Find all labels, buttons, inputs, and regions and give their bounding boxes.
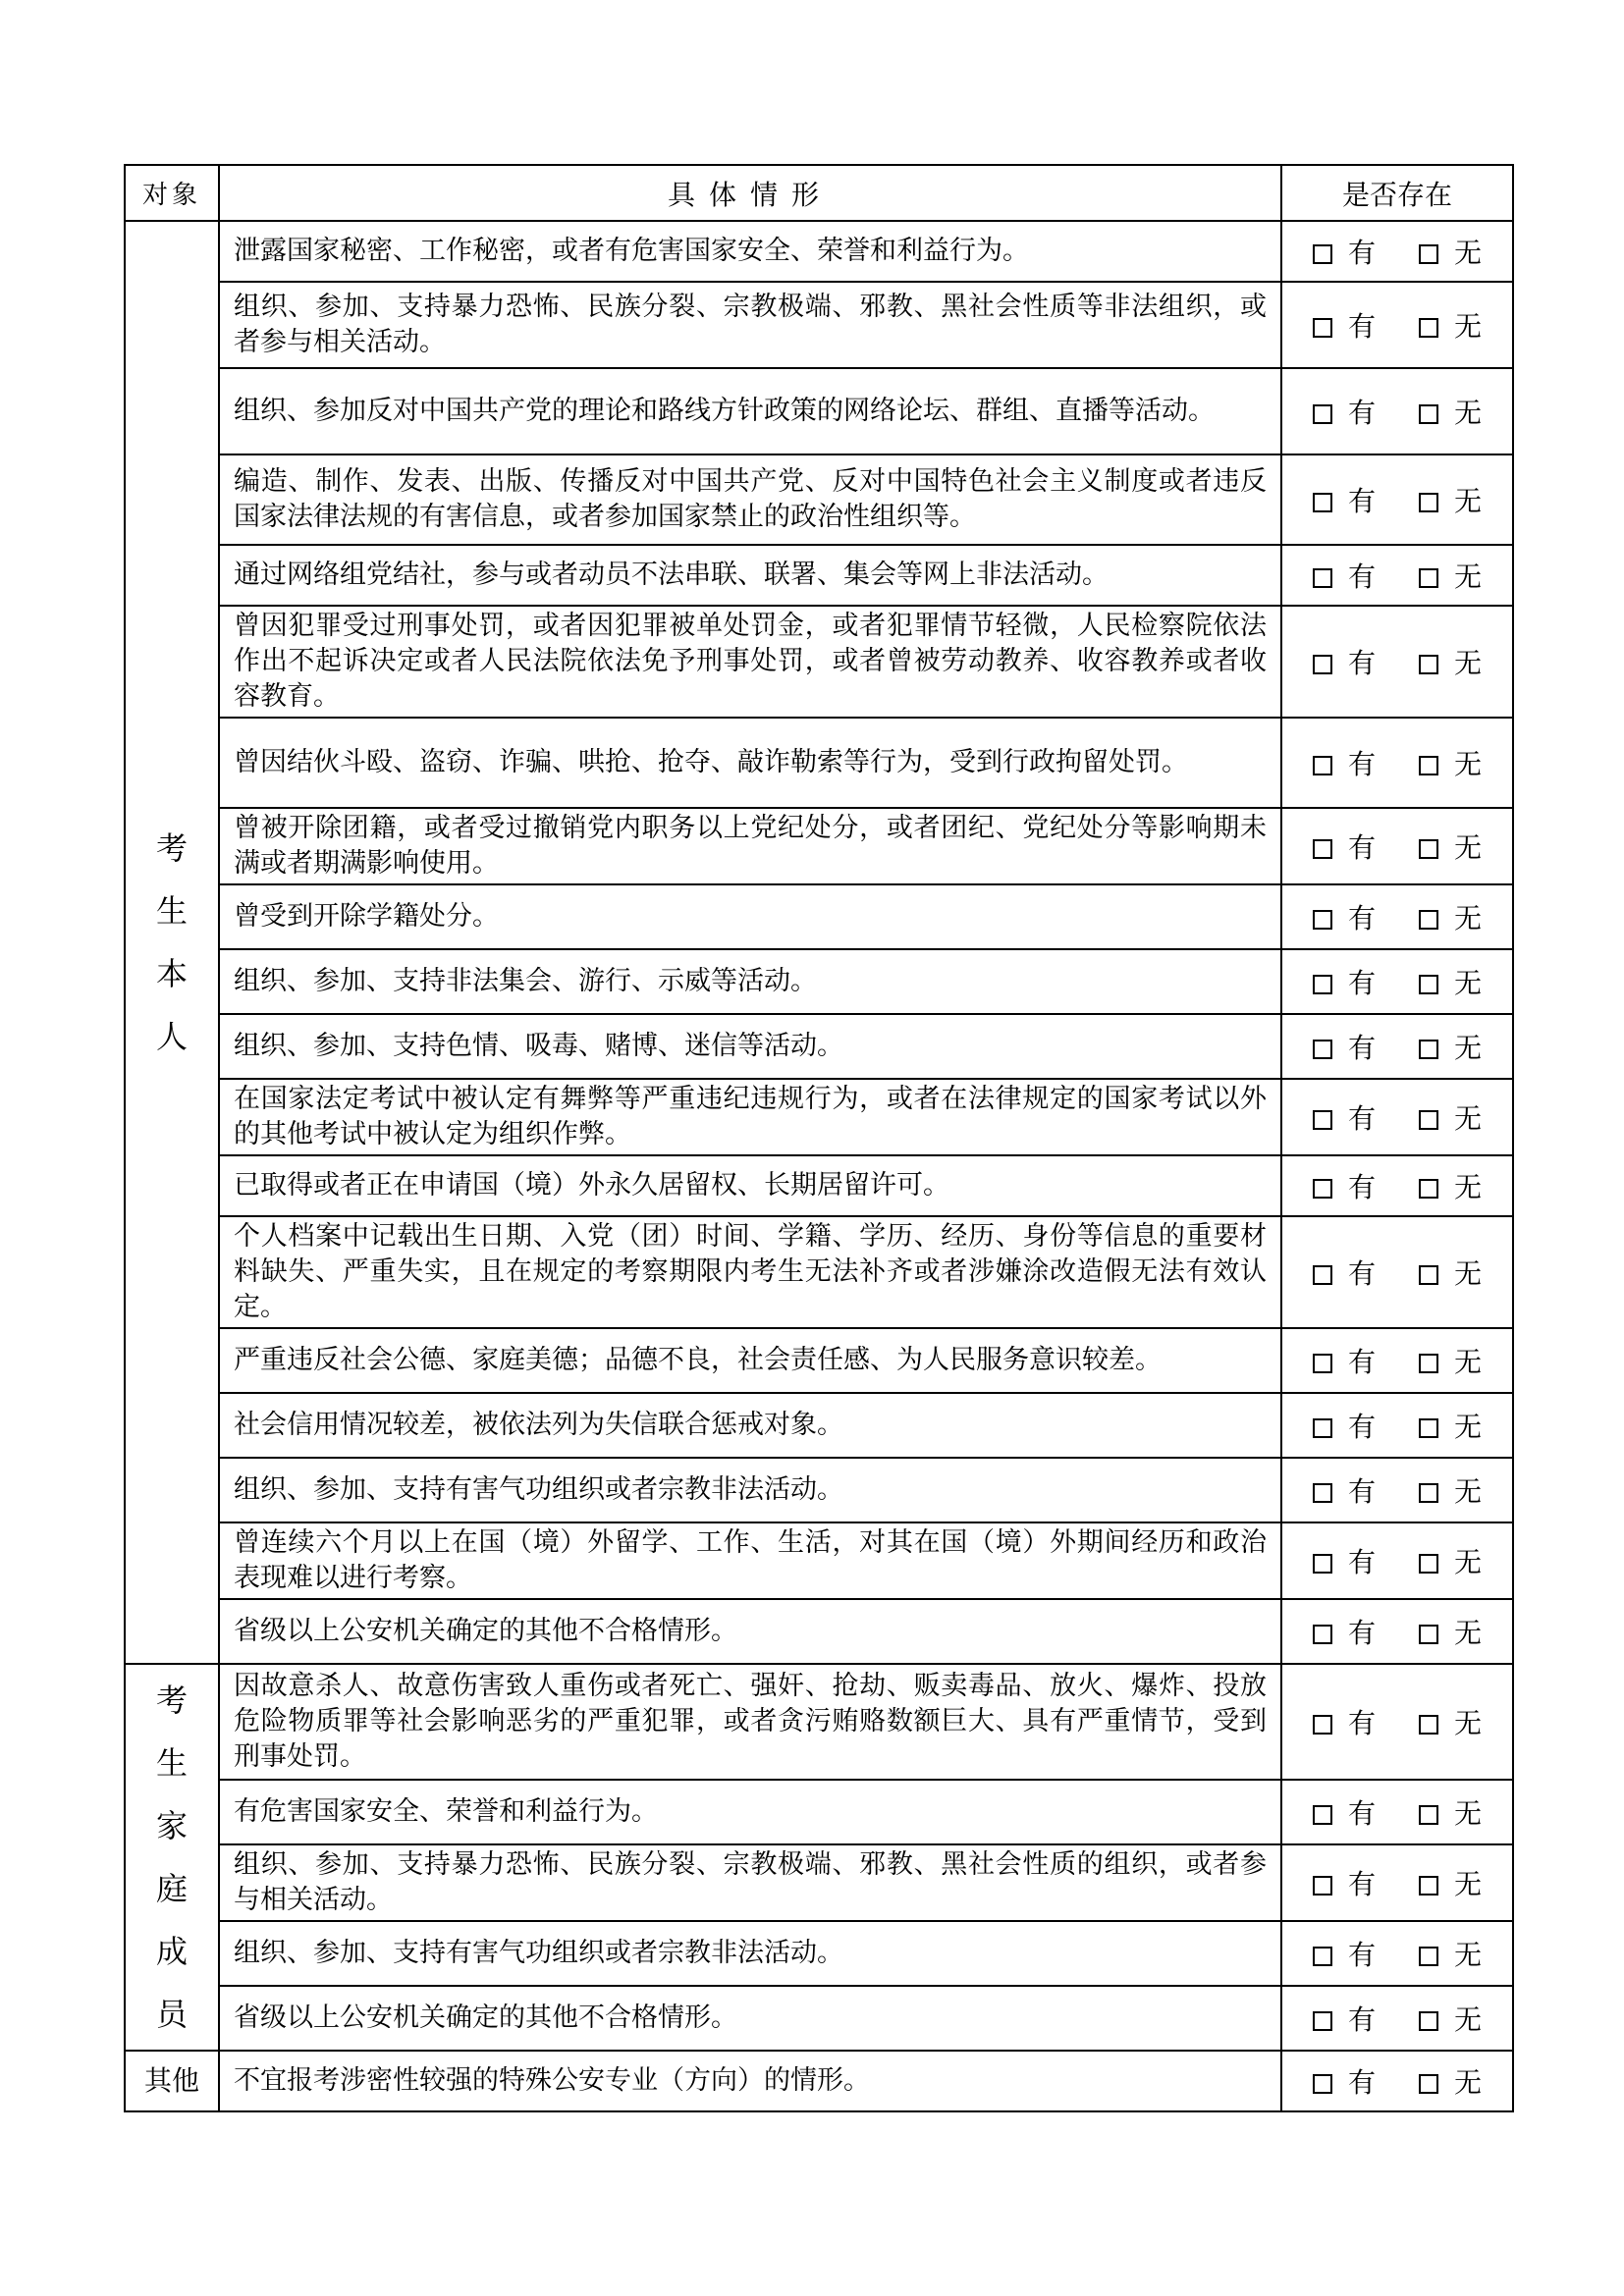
exists-options (1281, 221, 1513, 282)
table-row (125, 1986, 1513, 2051)
table-row (125, 1458, 1513, 1522)
exists-options (1281, 1079, 1513, 1155)
checkbox-no[interactable] (1419, 1554, 1438, 1574)
table-row (125, 949, 1513, 1014)
condition-text: 泄露国家秘密、工作秘密，或者有危害国家安全、荣誉和利益行为。 (219, 221, 1281, 282)
condition-text: 省级以上公安机关确定的其他不合格情形。 (219, 1986, 1281, 2051)
option-label-yes: 有 (1347, 831, 1376, 864)
condition-text: 有危害国家安全、荣誉和利益行为。 (219, 1780, 1281, 1844)
checkbox-no[interactable] (1419, 1715, 1438, 1735)
exists-options (1281, 718, 1513, 808)
option-yes[interactable] (1313, 1792, 1376, 1832)
checkbox-yes[interactable] (1313, 910, 1332, 930)
option-yes[interactable] (1313, 305, 1376, 345)
option-yes[interactable] (1313, 1702, 1376, 1741)
option-no[interactable] (1419, 743, 1482, 782)
checkbox-yes[interactable] (1313, 1418, 1332, 1438)
exists-options (1281, 2051, 1513, 2111)
option-yes[interactable] (1313, 1097, 1376, 1137)
option-yes[interactable] (1313, 1934, 1376, 1973)
option-label-yes: 有 (1347, 647, 1376, 679)
checkbox-yes[interactable] (1313, 318, 1332, 338)
checkbox-no[interactable] (1419, 1625, 1438, 1644)
checkbox-yes[interactable] (1313, 1354, 1332, 1373)
condition-text: 组织、参加、支持有害气功组织或者宗教非法活动。 (219, 1921, 1281, 1986)
condition-text: 组织、参加反对中国共产党的理论和路线方针政策的网络论坛、群组、直播等活动。 (219, 368, 1281, 454)
option-yes[interactable] (1313, 897, 1376, 936)
checkbox-yes[interactable] (1313, 655, 1332, 674)
condition-text: 曾受到开除学籍处分。 (219, 884, 1281, 949)
option-no[interactable] (1419, 642, 1482, 681)
option-label-yes: 有 (1347, 1411, 1376, 1443)
checkbox-no[interactable] (1419, 910, 1438, 930)
option-label-no: 无 (1454, 1546, 1483, 1578)
table-row (125, 1079, 1513, 1155)
option-label-no: 无 (1454, 1411, 1483, 1443)
option-label-no: 无 (1454, 1797, 1483, 1830)
checkbox-yes[interactable] (1313, 1715, 1332, 1735)
option-yes[interactable] (1313, 232, 1376, 271)
checkbox-yes[interactable] (1313, 756, 1332, 775)
option-yes[interactable] (1313, 743, 1376, 782)
exists-options (1281, 1599, 1513, 1664)
table-row (125, 1014, 1513, 1079)
checkbox-no[interactable] (1419, 655, 1438, 674)
option-no[interactable] (1419, 1934, 1482, 1973)
option-no[interactable] (1419, 1470, 1482, 1510)
option-yes[interactable] (1313, 1166, 1376, 1205)
option-label-yes: 有 (1347, 2003, 1376, 2036)
option-yes[interactable] (1313, 1612, 1376, 1651)
option-label-yes: 有 (1347, 1171, 1376, 1203)
condition-text: 组织、参加、支持有害气功组织或者宗教非法活动。 (219, 1458, 1281, 1522)
checkbox-yes[interactable] (1313, 1947, 1332, 1966)
condition-text: 在国家法定考试中被认定有舞弊等严重违纪违规行为，或者在法律规定的国家考试以外的其他考试中被认定为组织作弊。 (219, 1079, 1281, 1155)
exists-options (1281, 949, 1513, 1014)
exists-options (1281, 1986, 1513, 2051)
table-row (125, 1216, 1513, 1328)
checkbox-no[interactable] (1419, 975, 1438, 994)
option-yes[interactable] (1313, 827, 1376, 866)
checkbox-no[interactable] (1419, 568, 1438, 588)
exists-options (1281, 1216, 1513, 1328)
checkbox-no[interactable] (1419, 1805, 1438, 1825)
option-yes[interactable] (1313, 962, 1376, 1001)
option-label-no: 无 (1454, 2003, 1483, 2036)
option-label-yes: 有 (1347, 1868, 1376, 1900)
option-label-yes: 有 (1347, 561, 1376, 593)
option-yes[interactable] (1313, 642, 1376, 681)
checkbox-no[interactable] (1419, 2011, 1438, 2031)
option-label-yes: 有 (1347, 1102, 1376, 1135)
option-yes[interactable] (1313, 1406, 1376, 1445)
option-label-no: 无 (1454, 1617, 1483, 1649)
header-object: 对象 (125, 165, 219, 221)
table-row (125, 1155, 1513, 1216)
checkbox-no[interactable] (1419, 493, 1438, 512)
exists-options (1281, 545, 1513, 606)
table-row (125, 1844, 1513, 1921)
table-row (125, 1780, 1513, 1844)
checkbox-yes[interactable] (1313, 1179, 1332, 1199)
condition-text: 曾被开除团籍，或者受过撤销党内职务以上党纪处分，或者团纪、党纪处分等影响期未满或者期满影响使用。 (219, 808, 1281, 884)
option-label-yes: 有 (1347, 2066, 1376, 2099)
checkbox-no[interactable] (1419, 1110, 1438, 1130)
exists-options (1281, 1921, 1513, 1986)
exists-options (1281, 1844, 1513, 1921)
option-no[interactable] (1419, 1541, 1482, 1580)
option-no[interactable] (1419, 1612, 1482, 1651)
option-label-yes: 有 (1347, 485, 1376, 517)
checkbox-yes[interactable] (1313, 839, 1332, 859)
option-no[interactable] (1419, 1027, 1482, 1066)
option-label-no: 无 (1454, 1102, 1483, 1135)
condition-text: 不宜报考涉密性较强的特殊公安专业（方向）的情形。 (219, 2051, 1281, 2111)
exists-options (1281, 1393, 1513, 1458)
option-yes[interactable] (1313, 392, 1376, 431)
checkbox-yes[interactable] (1313, 1483, 1332, 1503)
checkbox-yes[interactable] (1313, 1554, 1332, 1574)
option-label-yes: 有 (1347, 1546, 1376, 1578)
option-label-no: 无 (1454, 1171, 1483, 1203)
option-label-no: 无 (1454, 1475, 1483, 1508)
option-label-yes: 有 (1347, 310, 1376, 343)
option-label-no: 无 (1454, 831, 1483, 864)
option-label-yes: 有 (1347, 397, 1376, 429)
group-label-other: 其他 (125, 2051, 219, 2111)
option-no[interactable] (1419, 1097, 1482, 1137)
checkbox-no[interactable] (1419, 1265, 1438, 1285)
table-row (125, 1393, 1513, 1458)
option-label-yes: 有 (1347, 1346, 1376, 1378)
option-no[interactable] (1419, 1166, 1482, 1205)
qualification-table (124, 164, 1514, 2112)
exists-options (1281, 1664, 1513, 1780)
option-label-no: 无 (1454, 967, 1483, 999)
table-row (125, 454, 1513, 545)
checkbox-no[interactable] (1419, 318, 1438, 338)
option-label-no: 无 (1454, 1868, 1483, 1900)
checkbox-yes[interactable] (1313, 1040, 1332, 1059)
option-no[interactable] (1419, 1341, 1482, 1380)
checkbox-yes[interactable] (1313, 2011, 1332, 2031)
exists-options (1281, 1458, 1513, 1522)
option-label-no: 无 (1454, 1257, 1483, 1290)
option-label-no: 无 (1454, 902, 1483, 934)
checkbox-no[interactable] (1419, 756, 1438, 775)
option-label-yes: 有 (1347, 1797, 1376, 1830)
option-no[interactable] (1419, 827, 1482, 866)
checkbox-no[interactable] (1419, 1179, 1438, 1199)
option-yes[interactable] (1313, 1541, 1376, 1580)
option-yes[interactable] (1313, 2061, 1376, 2101)
exists-options (1281, 282, 1513, 368)
exists-options (1281, 606, 1513, 718)
checkbox-yes[interactable] (1313, 1265, 1332, 1285)
condition-text: 曾因犯罪受过刑事处罚，或者因犯罪被单处罚金，或者犯罪情节轻微，人民检察院依法作出不起诉决定或者人民法院依法免予刑事处罚，或者曾被劳动教养、收容教养或者收容教育。 (219, 606, 1281, 718)
condition-text: 通过网络组党结社，参与或者动员不法串联、联署、集会等网上非法活动。 (219, 545, 1281, 606)
condition-text: 组织、参加、支持暴力恐怖、民族分裂、宗教极端、邪教、黑社会性质的组织，或者参与相关活动。 (219, 1844, 1281, 1921)
option-no[interactable] (1419, 1406, 1482, 1445)
option-label-no: 无 (1454, 1939, 1483, 1971)
exists-options (1281, 1155, 1513, 1216)
option-yes[interactable] (1313, 1999, 1376, 2038)
option-yes[interactable] (1313, 1863, 1376, 1902)
option-label-yes: 有 (1347, 902, 1376, 934)
header-exists: 是否存在 (1281, 165, 1513, 221)
checkbox-no[interactable] (1419, 404, 1438, 424)
option-yes[interactable] (1313, 1470, 1376, 1510)
table-row (125, 606, 1513, 718)
checkbox-no[interactable] (1419, 1040, 1438, 1059)
exists-options (1281, 454, 1513, 545)
option-yes[interactable] (1313, 1253, 1376, 1292)
condition-text: 因故意杀人、故意伤害致人重伤或者死亡、强奸、抢劫、贩卖毒品、放火、爆炸、投放危险物质罪等社会影响恶劣的严重犯罪，或者贪污贿赂数额巨大、具有严重情节，受到刑事处罚。 (219, 1664, 1281, 1780)
checkbox-yes[interactable] (1313, 1625, 1332, 1644)
option-label-yes: 有 (1347, 1939, 1376, 1971)
option-label-no: 无 (1454, 2066, 1483, 2099)
checkbox-yes[interactable] (1313, 493, 1332, 512)
checkbox-yes[interactable] (1313, 1876, 1332, 1896)
option-no[interactable] (1419, 1253, 1482, 1292)
option-label-no: 无 (1454, 748, 1483, 780)
group-label-self: 考 生 本 人 (125, 221, 219, 1664)
option-label-no: 无 (1454, 647, 1483, 679)
option-no[interactable] (1419, 556, 1482, 595)
checkbox-yes[interactable] (1313, 568, 1332, 588)
checkbox-no[interactable] (1419, 1418, 1438, 1438)
option-label-yes: 有 (1347, 967, 1376, 999)
table-row (125, 2051, 1513, 2111)
condition-text: 个人档案中记载出生日期、入党（团）时间、学籍、学历、经历、身份等信息的重要材料缺失、严重失实，且在规定的考察期限内考生无法补齐或者涉嫌涂改造假无法有效认定。 (219, 1216, 1281, 1328)
checkbox-no[interactable] (1419, 1483, 1438, 1503)
condition-text: 组织、参加、支持色情、吸毒、赌博、迷信等活动。 (219, 1014, 1281, 1079)
table-row (125, 808, 1513, 884)
condition-text: 编造、制作、发表、出版、传播反对中国共产党、反对中国特色社会主义制度或者违反国家法律法规的有害信息，或者参加国家禁止的政治性组织等。 (219, 454, 1281, 545)
option-no[interactable] (1419, 392, 1482, 431)
table-row (125, 1921, 1513, 1986)
header-row (125, 165, 1513, 221)
exists-options (1281, 1014, 1513, 1079)
table-row (125, 884, 1513, 949)
checkbox-no[interactable] (1419, 1947, 1438, 1966)
checkbox-yes[interactable] (1313, 975, 1332, 994)
exists-options (1281, 368, 1513, 454)
table-row (125, 282, 1513, 368)
option-no[interactable] (1419, 1863, 1482, 1902)
table-row (125, 368, 1513, 454)
condition-text: 曾因结伙斗殴、盗窃、诈骗、哄抢、抢夺、敲诈勒索等行为，受到行政拘留处罚。 (219, 718, 1281, 808)
option-no[interactable] (1419, 480, 1482, 519)
option-no[interactable] (1419, 2061, 1482, 2101)
table-row (125, 718, 1513, 808)
option-label-yes: 有 (1347, 1617, 1376, 1649)
exists-options (1281, 1328, 1513, 1393)
option-no[interactable] (1419, 232, 1482, 271)
checkbox-no[interactable] (1419, 1354, 1438, 1373)
condition-text: 社会信用情况较差，被依法列为失信联合惩戒对象。 (219, 1393, 1281, 1458)
group-label-family: 考 生 家 庭 成 员 (125, 1664, 219, 2051)
option-label-no: 无 (1454, 561, 1483, 593)
option-label-no: 无 (1454, 485, 1483, 517)
exists-options (1281, 884, 1513, 949)
checkbox-no[interactable] (1419, 1876, 1438, 1896)
option-yes[interactable] (1313, 556, 1376, 595)
option-label-yes: 有 (1347, 1257, 1376, 1290)
option-label-yes: 有 (1347, 237, 1376, 269)
condition-text: 组织、参加、支持非法集会、游行、示威等活动。 (219, 949, 1281, 1014)
option-yes[interactable] (1313, 480, 1376, 519)
option-no[interactable] (1419, 1792, 1482, 1832)
checkbox-yes[interactable] (1313, 1805, 1332, 1825)
option-no[interactable] (1419, 305, 1482, 345)
exists-options (1281, 1780, 1513, 1844)
checkbox-yes[interactable] (1313, 404, 1332, 424)
condition-text: 严重违反社会公德、家庭美德；品德不良，社会责任感、为人民服务意识较差。 (219, 1328, 1281, 1393)
exists-options (1281, 1522, 1513, 1599)
condition-text: 曾连续六个月以上在国（境）外留学、工作、生活，对其在国（境）外期间经历和政治表现难以进行考察。 (219, 1522, 1281, 1599)
table-row (125, 545, 1513, 606)
option-label-no: 无 (1454, 237, 1483, 269)
checkbox-no[interactable] (1419, 839, 1438, 859)
table-row (125, 1328, 1513, 1393)
header-description: 具体情形 (219, 165, 1281, 221)
checkbox-yes[interactable] (1313, 244, 1332, 264)
checkbox-yes[interactable] (1313, 2074, 1332, 2094)
option-no[interactable] (1419, 1702, 1482, 1741)
exists-options (1281, 808, 1513, 884)
table-row (125, 1664, 1513, 1780)
option-label-yes: 有 (1347, 748, 1376, 780)
option-no[interactable] (1419, 962, 1482, 1001)
option-yes[interactable] (1313, 1341, 1376, 1380)
option-no[interactable] (1419, 1999, 1482, 2038)
option-label-no: 无 (1454, 397, 1483, 429)
option-yes[interactable] (1313, 1027, 1376, 1066)
option-label-yes: 有 (1347, 1475, 1376, 1508)
table-row (125, 221, 1513, 282)
option-label-no: 无 (1454, 1707, 1483, 1739)
condition-text: 省级以上公安机关确定的其他不合格情形。 (219, 1599, 1281, 1664)
condition-text: 组织、参加、支持暴力恐怖、民族分裂、宗教极端、邪教、黑社会性质等非法组织，或者参与相关活动。 (219, 282, 1281, 368)
condition-text: 已取得或者正在申请国（境）外永久居留权、长期居留许可。 (219, 1155, 1281, 1216)
option-label-no: 无 (1454, 1032, 1483, 1064)
table-row (125, 1599, 1513, 1664)
checkbox-no[interactable] (1419, 244, 1438, 264)
option-label-no: 无 (1454, 1346, 1483, 1378)
option-no[interactable] (1419, 897, 1482, 936)
checkbox-yes[interactable] (1313, 1110, 1332, 1130)
option-label-no: 无 (1454, 310, 1483, 343)
checkbox-no[interactable] (1419, 2074, 1438, 2094)
option-label-yes: 有 (1347, 1707, 1376, 1739)
table-row (125, 1522, 1513, 1599)
option-label-yes: 有 (1347, 1032, 1376, 1064)
